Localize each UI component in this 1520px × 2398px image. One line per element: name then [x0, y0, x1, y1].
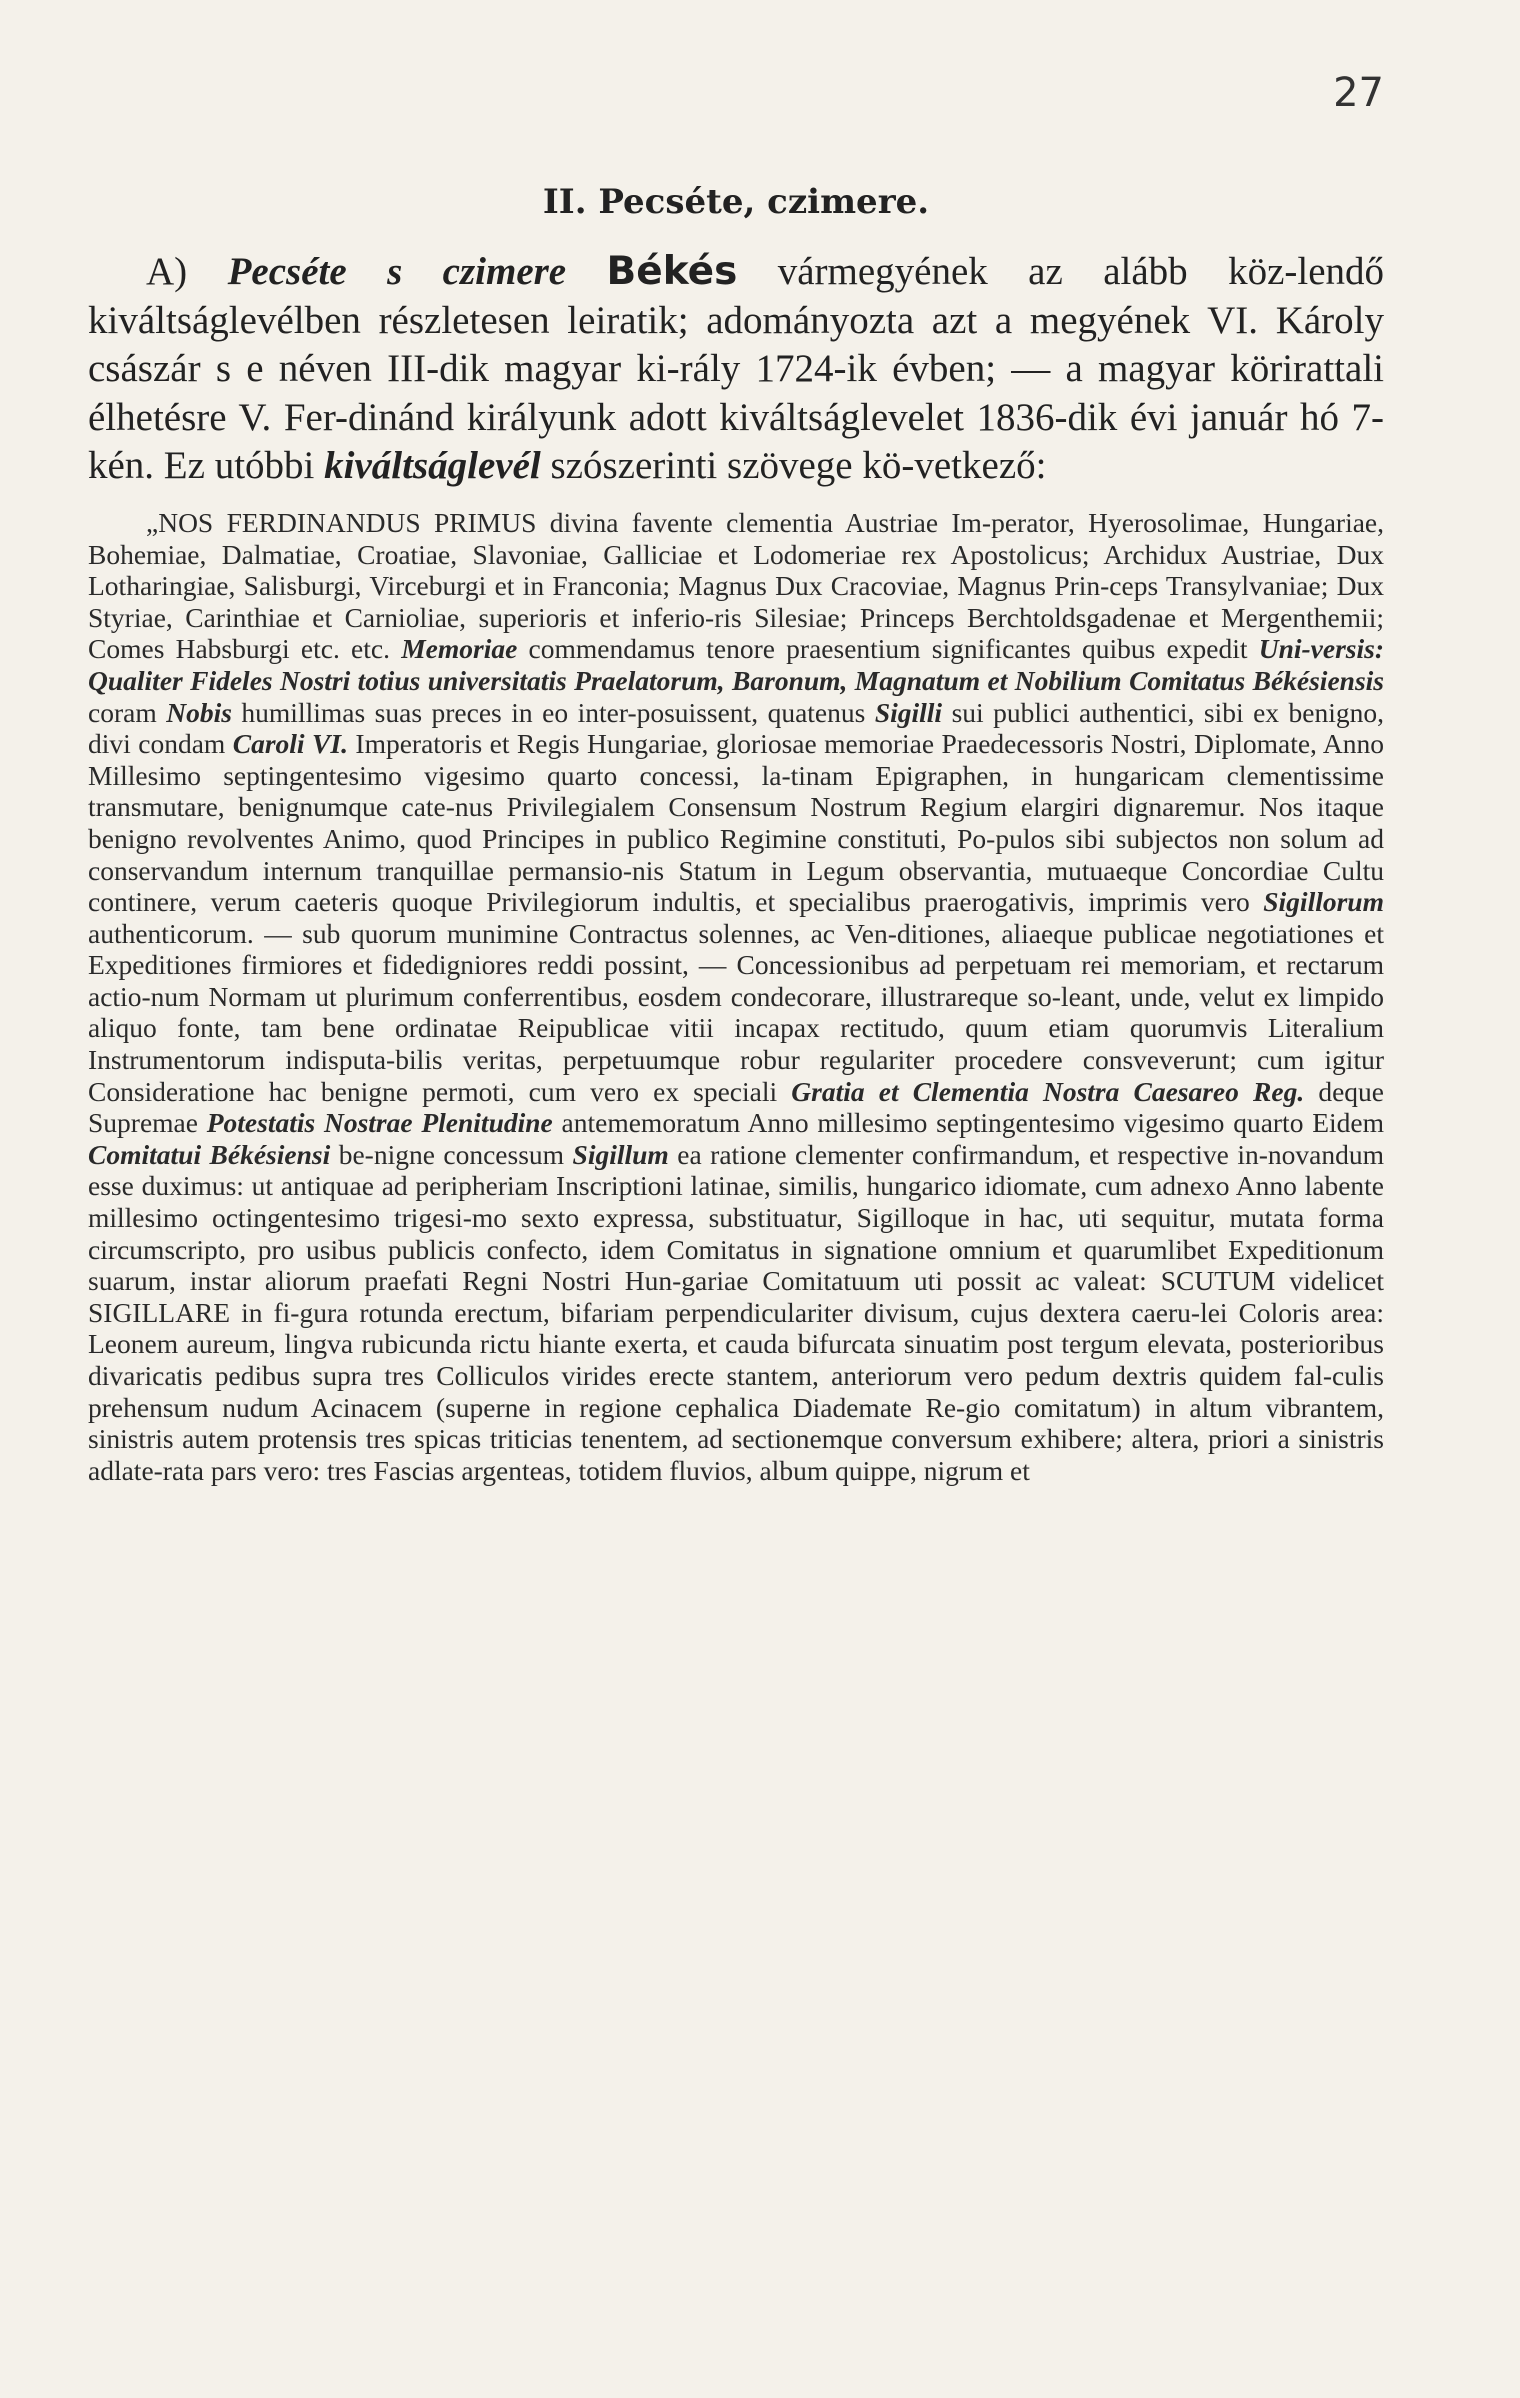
charter-italic: Sigillum — [572, 1138, 669, 1170]
intro-text — [566, 250, 606, 293]
charter-italic: Sigillorum — [1263, 886, 1384, 918]
charter-italic: Gratia et Clementia Nostra Caesareo Reg. — [791, 1075, 1305, 1107]
charter-italic: Caroli VI. — [232, 728, 348, 760]
intro-county-name: Békés — [606, 249, 738, 294]
intro-text: A) — [146, 250, 228, 293]
intro-emphasis: kiváltságlevél — [324, 444, 541, 488]
charter-italic: Memoriae — [401, 633, 518, 665]
intro-emphasis: Pecséte s czimere — [227, 250, 567, 293]
charter-italic: Comitatui Békésiensi — [88, 1138, 331, 1170]
charter-text: coram — [88, 696, 167, 728]
intro-text: vármegyének az alább köz-lendő kiváltságlevélben részletesen leiratik; adományozta azt a megyének VI. Károly császár s e néven III-dik magyar ki-rály 1724-ik évben; — a magyar körirattali élhetésre V. Fer-dinánd királyunk adott kiváltságlevelet 1836-dik évi január hó 7-kén. Ez utóbbi — [88, 250, 1385, 488]
latin-charter-text — [88, 507, 1384, 1486]
section-heading: II. Pecséte, czimere. — [542, 182, 930, 222]
charter-italic: Potestatis Nostrae Plenitudine — [206, 1107, 553, 1139]
charter-text: deque Supremae — [88, 1075, 1384, 1139]
charter-text: ea ratione clementer confirmandum, et respective in-novandum esse duximus: ut antiquae ad peripheriam Inscriptioni latinae, similis, hungarico idiomate, cum adnexo Anno labente millesimo octingentesimo trigesi-mo sexto expressa, substituatur, Sigilloque in hac, uti sequitur, mutata forma circumscripto, pro usibus publicis confecto, idem Comitatus in signatione omnium et quarumlibet Expeditionum suarum, instar aliorum praefati Regni Nostri Hun-gariae Comitatuum uti possit ac valeat: SCUTUM videlicet SIGILLARE in fi-gura rotunda erectum, bifariam perpendiculariter divisum, cujus dextera caeru-lei Coloris area: Leonem aureum, lingva rubicunda rictu hiante exerta, et cauda bifurcata sinuatim post tergum elevata, posterioribus divaricatis pedibus supra tres Colliculos virides erecte stantem, anteriorum vero pedum dextris quidem fal-culis prehensum nudum Acinacem (superne in regione cephalica Diademate Re-gio comitatum) in altum vibrantem, sinistris autem protensis tres spicas triticias tenentem, ad sectionemque conversum exhibere; altera, priori a sinistris adlate-rata pars vero: tres Fascias argenteas, totidem fluvios, album quippe, nigrum et — [88, 1138, 1384, 1486]
charter-text: authenticorum. — sub quorum munimine Contractus solennes, ac Ven-ditiones, aliaeque publicae negotiationes et Expeditiones firmiores et fidedigniores reddi possint, — Concessionibus ad perpetuam rei memoriam, et rectarum actio-num Normam ut plurimum conferrentibus, eosdem condecorare, illustrareque so-leant, unde, velut ex limpido aliquo fonte, tam bene ordinatae Reipublicae vitii incapax rectitudo, quum etiam quorumvis Literalium Instrumentorum indisputa-bilis veritas, perpetuumque robur regulariter procedere consveverunt; cum igitur Consideratione hac benigne permoti, cum vero ex speciali — [88, 917, 1384, 1107]
charter-text: antememoratum Anno millesimo septingentesimo vigesimo quarto Eidem — [552, 1107, 1385, 1139]
intro-text: szószerinti szövege kö-vetkező: — [540, 444, 1047, 488]
charter-text: Imperatoris et Regis Hungariae, gloriosae memoriae Praedecessoris Nostri, Diplomate, Anno Millesimo septingentesimo vigesimo quarto concessi, la-tinam Epigraphen, in hungaricam clementissime transmutare, benignumque cate-nus Privilegialem Consensum Nostrum Regium elargiri dignaremur. Nos itaque benigno revolventes Animo, quod Principes in publico Regimine constituti, Po-pulos sibi subjectos non solum ad conservandum internum tranquillae permansio-nis Statum in Legum observantia, mutuaeque Concordiae Cultu continere, verum caeteris quoque Privilegiorum indultis, et specialibus praerogativis, imprimis vero — [88, 728, 1384, 918]
charter-text: humillimas suas preces in eo inter-posuissent, quatenus — [231, 696, 875, 728]
charter-italic: Uni-versis: Qualiter Fideles Nostri totius universitatis Praelatorum, Baronum, Magnatum et Nobilium Comitatus Békésiensis — [88, 633, 1384, 696]
document-page — [88, 70, 1384, 1486]
charter-italic: Sigilli — [874, 696, 943, 728]
page-number: 27 — [1333, 70, 1384, 116]
charter-text: sui publici authentici, sibi ex benigno, divi condam — [88, 696, 1385, 760]
charter-italic: Nobis — [166, 696, 232, 728]
intro-paragraph — [88, 248, 1384, 491]
charter-text: commendamus tenore praesentium significantes quibus expedit — [517, 633, 1259, 665]
charter-text: be-nigne concessum — [330, 1138, 573, 1170]
charter-text: „NOS FERDINANDUS PRIMUS divina favente clementia Austriae Im-perator, Hyerosolimae, Hungariae, Bohemiae, Dalmatiae, Croatiae, Slavoniae, Galliciae et Lodomeriae rex Apostolicus; Archidux Austriae, Dux Lotharingiae, Salisburgi, Virceburgi et in Franconia; Magnus Dux Cracoviae, Magnus Prin-ceps Transylvaniae; Dux Styriae, Carinthiae et Carnioliae, superioris et inferio-ris Silesiae; Princeps Berchtoldsgadenae et Mergenthemii; Comes Habsburgi etc. etc. — [88, 506, 1384, 665]
